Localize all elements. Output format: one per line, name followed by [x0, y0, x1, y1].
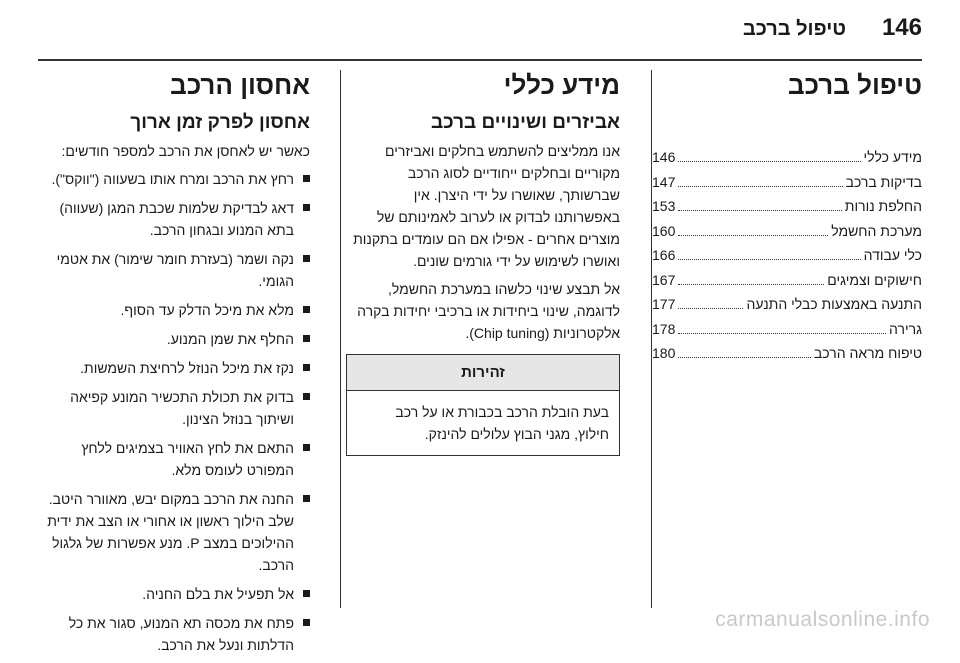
- storage-column: [40, 70, 310, 663]
- chapter-title: טיפול ברכב: [788, 70, 922, 100]
- list-item: נקה ושמר (בעזרת חומר שימור) את אטמי הגומי.: [40, 248, 310, 292]
- list-item: בדוק את תכולת התכשיר המונע קפיאה ושיתוך בנוזל הצינון.: [40, 386, 310, 430]
- toc-entry[interactable]: חישוקים וצמיגים 167: [652, 271, 922, 288]
- bullet-icon: [303, 255, 310, 262]
- toc-entry[interactable]: בדיקות ברכב 147: [652, 173, 922, 190]
- subsection-title: אביזרים ושינויים ברכב: [430, 112, 620, 134]
- list-item: מלא את מיכל הדלק עד הסוף.: [40, 299, 310, 321]
- bullet-icon: [303, 495, 310, 502]
- bullet-icon: [303, 364, 310, 371]
- bullet-icon: [303, 175, 310, 182]
- list-item: פתח את מכסה תא המנוע, סגור את כל הדלתות ונעל את הרכב.: [40, 612, 310, 656]
- bullet-icon: [303, 306, 310, 313]
- bullet-icon: [303, 590, 310, 597]
- section-title: אחסון הרכב: [170, 70, 310, 100]
- bullet-icon: [303, 393, 310, 400]
- list-item: רחץ את הרכב ומרח אותו בשעווה ("ווקס").: [40, 168, 310, 190]
- toc-list: [652, 145, 922, 366]
- page-number: 146: [881, 14, 922, 41]
- header-rule: [38, 59, 922, 61]
- toc-entry[interactable]: גרירה 178: [652, 320, 922, 337]
- toc-entry[interactable]: מידע כללי 146: [652, 149, 922, 166]
- intro-paragraph: כאשר יש לאחסן את הרכב למספר חודשים:: [61, 142, 310, 159]
- list-item: החלף את שמן המנוע.: [40, 328, 310, 350]
- body-paragraph: אנו ממליצים להשתמש בחלקים ואביזרים מקוריים ובחלקים ייחודיים לסוג הרכב שברשותך, שאושרו על ידי היצרן. אין באפשרותנו לבדוק או לערוב לאמינותם של מוצרים אחרים - אפילו אם הם עומדים בתקנות ואושרו לשימוש על ידי גורמים שונים.: [353, 142, 620, 269]
- list-item: דאג לבדיקת שלמות שכבת המגן (שעווה) בתא המנוע ובגחון הרכב.: [40, 197, 310, 241]
- toc-entry[interactable]: טיפוח מראה הרכב 180: [652, 345, 922, 362]
- caution-text: בעת הובלת הרכב בכבורת או על רכב חילוץ, מגני הבוץ עלולים להינזק.: [395, 403, 609, 442]
- general-info-column: [346, 70, 620, 456]
- toc-entry[interactable]: החלפת נורות 153: [652, 198, 922, 215]
- storage-checklist: [40, 168, 310, 656]
- toc-entry[interactable]: התנעה באמצעות כבלי התנעה 177: [652, 296, 922, 313]
- watermark: carmanualsonline.info: [715, 608, 930, 631]
- list-item: התאם את לחץ האוויר בצמיגים ללחץ המפורט לעומס מלא.: [40, 437, 310, 481]
- bullet-icon: [303, 619, 310, 626]
- body-paragraph: אל תבצע שינוי כלשהו במערכת החשמל, לדוגמה, שינוי ביחידות או ברכיבי יחידות בקרה אלקטרוניות (Chip tuning).: [357, 280, 620, 341]
- list-item: נקז את מיכל הנוזל לרחיצת השמשות.: [40, 357, 310, 379]
- bullet-icon: [303, 204, 310, 211]
- toc-column: [652, 70, 922, 366]
- toc-entry[interactable]: כלי עבודה 166: [652, 247, 922, 264]
- caution-title: זהירות: [347, 355, 619, 391]
- toc-entry[interactable]: מערכת החשמל 160: [652, 222, 922, 239]
- caution-box: [346, 354, 620, 456]
- running-title: טיפול ברכב: [742, 18, 846, 40]
- section-title: מידע כללי: [503, 70, 620, 100]
- bullet-icon: [303, 444, 310, 451]
- list-item: אל תפעיל את בלם החניה.: [40, 583, 310, 605]
- subsection-title: אחסון לפרק זמן ארוך: [130, 112, 310, 134]
- column-divider: [340, 70, 341, 608]
- list-item: החנה את הרכב במקום יבש, מאוורר היטב. שלב הילוך ראשון או אחורי או הצב את ידית ההילוכים במצב P. מנע אפשרות של גלגול הרכב.: [40, 488, 310, 576]
- bullet-icon: [303, 335, 310, 342]
